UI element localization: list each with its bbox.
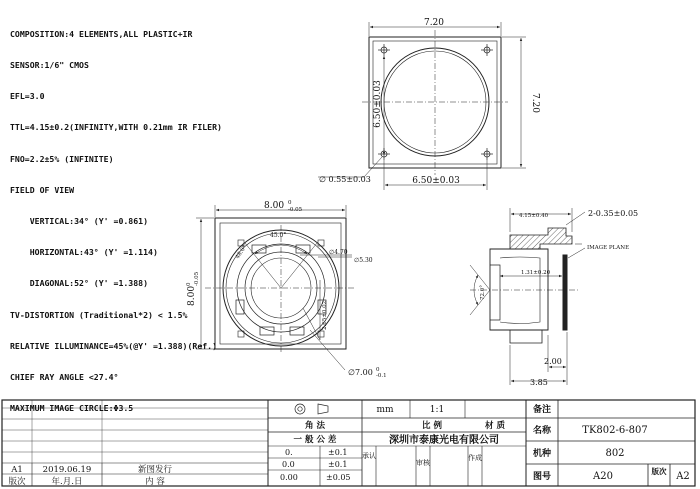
tb-remark-label: 备注 xyxy=(532,405,552,415)
dim-slot: 2.65±0.02 xyxy=(322,300,328,330)
tb-author-label: 作成 xyxy=(468,454,482,462)
rev-header-rev: 版次 xyxy=(8,477,26,487)
dim-barrel-tol-lower: -0.1 xyxy=(376,373,387,379)
dim-barrel-leader xyxy=(310,330,345,370)
tb-drawing-no-label: 图号 xyxy=(532,472,552,482)
tb-general-tolerance: 一 般 公 差 xyxy=(293,435,337,445)
dim-front-height-tol-upper: 0 xyxy=(186,282,192,286)
tb-projection-label: 角 法 xyxy=(305,421,325,431)
dim-front-width: 8.00 xyxy=(264,201,285,211)
spec-tv-distortion: TV-DISTORTION (Traditional*2) < 1.5% xyxy=(10,309,188,320)
tb-rev-value: A2 xyxy=(676,471,690,482)
rev-row-rev: A1 xyxy=(11,465,23,475)
tb-tol-value-1: ±0.1 xyxy=(328,460,348,469)
tb-name-label: 名称 xyxy=(532,426,552,436)
dim-side-length: 4.15±0.40 xyxy=(519,213,549,219)
dim-inner-dia-1: ∅4.70 xyxy=(329,249,348,256)
spec-fov-vertical: VERTICAL:34° (Y' =0.861) xyxy=(10,216,149,227)
tb-tol-precision-1: 0.0 xyxy=(282,460,295,469)
image-plane-leader xyxy=(568,248,585,258)
side-view-barrel xyxy=(490,249,548,330)
dim-front-angle: 45.0° xyxy=(270,232,287,239)
dim-front-height-tol-lower: -0.05 xyxy=(194,271,200,286)
tb-material-label: 材 质 xyxy=(485,421,505,431)
front-view xyxy=(196,205,355,370)
rev-header-content: 内 容 xyxy=(145,477,165,487)
dim-hole-dia: ∅ 0.55±0.03 xyxy=(319,175,371,184)
label-image-plane: IMAGE PLANE xyxy=(587,245,630,251)
spec-ttl: TTL=4.15±0.2(INFINITY,WITH 0.21mm IR FILER) xyxy=(10,122,222,133)
spec-efl: EFL=3.0 xyxy=(10,91,45,102)
tb-rev-label: 版次 xyxy=(651,467,667,476)
tb-scale-label: 比 例 xyxy=(422,421,442,431)
tb-model-label: 机种 xyxy=(532,449,552,459)
dim-top-pitch-v: 6.50±0.03 xyxy=(373,80,383,128)
spec-fov-horizontal: HORIZONTAL:43° (Y' =1.114) xyxy=(10,247,158,258)
tb-tol-value-2: ±0.05 xyxy=(326,473,351,482)
title-block-text xyxy=(8,403,689,487)
dim-back-focal: 1.31±0.20 xyxy=(521,270,551,276)
rev-header-date: 年.月.日 xyxy=(51,477,83,487)
dim-front-width-tol-lower: -0.05 xyxy=(288,207,303,213)
spec-composition: COMPOSITION:4 ELEMENTS,ALL PLASTIC+IR xyxy=(10,28,193,39)
tb-scale: 1:1 xyxy=(429,405,445,415)
rev-row-date: 2019.06.19 xyxy=(42,465,92,475)
spec-sensor: SENSOR:1/6" CMOS xyxy=(10,60,89,71)
spec-max-image-circle: MAXIMUM IMAGE CIRCLE:Φ3.5 xyxy=(10,403,134,414)
top-view xyxy=(318,22,526,190)
side-view-flange xyxy=(510,228,572,249)
dim-top-pitch-h: 6.50±0.03 xyxy=(412,176,460,186)
dim-barrel-dia: ∅7.00 xyxy=(348,368,373,377)
tb-tol-precision-2: 0.00 xyxy=(280,473,298,482)
dim-top-width: 7.20 xyxy=(423,18,445,28)
dim-side-fov-angle: 72.0° xyxy=(480,285,486,300)
spec-fno: FNO=2.2±5% (INFINITE) xyxy=(10,153,114,164)
spec-fov-title: FIELD OF VIEW xyxy=(10,184,75,195)
dim-side-flange: 2-0.35±0.05 xyxy=(588,209,639,218)
dim-barrel-tol-upper: 0 xyxy=(376,367,380,373)
spec-relative-illuminance: RELATIVE ILLUMINANCE=45%(@Y' =1.388)(Ref.) xyxy=(10,340,218,351)
corner-pin-tr xyxy=(318,240,324,246)
rev-row-content: 新图发行 xyxy=(137,465,173,475)
tb-drawing-no-value: A20 xyxy=(593,471,613,482)
dim-front-width-tol-upper: 0 xyxy=(288,200,292,206)
dim-total-depth: 3.85 xyxy=(530,378,548,387)
front-view-dims xyxy=(186,200,387,379)
tb-review-label: 审核 xyxy=(416,459,430,467)
projection-symbol-icon xyxy=(295,404,328,414)
tb-tol-precision-0: 0. xyxy=(285,448,293,457)
side-view-base xyxy=(510,330,542,343)
dim-front-height: 8.00 xyxy=(187,285,197,306)
side-view xyxy=(470,208,585,385)
spec-fov-diagonal: DIAGONAL:52° (Y' =1.388) xyxy=(10,278,149,289)
spec-chief-ray-angle: CHIEF RAY ANGLE <27.4° xyxy=(10,372,119,383)
tb-company: 深圳市泰康光电有限公司 xyxy=(389,435,499,446)
dim-top-height: 7.20 xyxy=(530,92,540,114)
tb-scale-unit: mm xyxy=(376,405,394,415)
dim-inner-dia-2: ∅5.30 xyxy=(354,257,373,264)
tb-model-value: 802 xyxy=(605,448,625,459)
side-view-image-plane xyxy=(563,255,567,330)
tb-tol-value-0: ±0.1 xyxy=(328,448,348,457)
tb-approve-label: 承认 xyxy=(362,452,376,460)
tb-name-value: TK802-6-807 xyxy=(582,425,648,436)
dim-front-angle-small: 48.0° xyxy=(234,244,249,261)
dim-flange-depth: 2.00 xyxy=(544,357,562,366)
